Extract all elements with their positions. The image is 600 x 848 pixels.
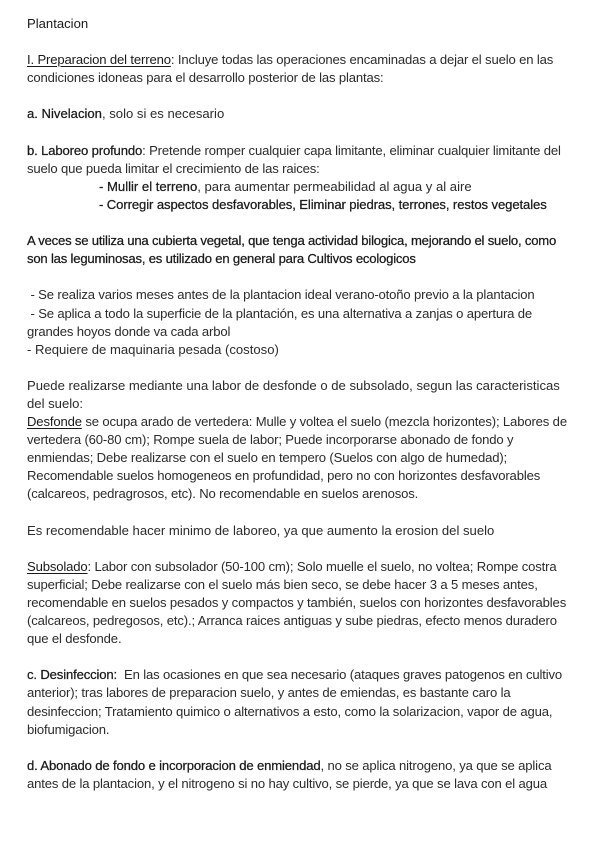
item-laboreo	[27, 142, 575, 178]
subsolado-label: Subsolado	[27, 558, 88, 574]
item-laboreo-sub-1-label: - Mullir el terreno	[99, 178, 198, 194]
item-laboreo-text: : Pretende romper cualquier capa limitante, eliminar cualquier limitante del suelo que pueda limitar el crecimiento de las raices:	[27, 142, 561, 176]
page-title: Plantacion	[27, 16, 89, 31]
desfonde-label: Desfonde	[27, 414, 82, 430]
item-laboreo-sub-1	[27, 178, 575, 196]
paragraph-subsolado	[27, 558, 575, 648]
paragraph-desfonde	[27, 413, 575, 503]
desfonde-text: se ocupa arado de vertedera: Mulle y voltea el suelo (mezcla horizontes); Labores de vertedera (60-80 cm); Rompe suela de labor; Puede incorporarse abonado de fondo y enmiendas; Debe realizarse con el suelo en tempero (Suelos con algo de humedad); Recomendable suelos homogeneos en profundidad, pero no con horizontes desfavorables (calcareos, pedragrosos, etc). No recomendable en suelos arenosos.	[27, 414, 567, 502]
item-laboreo-sub-2: - Corregir aspectos desfavorables, Eliminar piedras, terrones, restos vegetales	[99, 196, 547, 212]
section-preparacion-text: : Incluye todas las operaciones encaminadas a dejar el suelo en las condiciones idoneas para el desarrollo posterior de las plantas:	[27, 52, 554, 86]
section-preparacion	[27, 51, 575, 87]
item-abonado	[27, 757, 575, 793]
paragraph-labor-intro: Puede realizarse mediante una labor de desfonde o de subsolado, segun las caracteristicas del suelo:	[27, 377, 560, 411]
item-desinfeccion	[27, 666, 575, 738]
item-nivelacion	[27, 105, 575, 123]
item-laboreo-sub-1-text: , para aumentar permeabilidad al agua y al aire	[197, 178, 472, 194]
document-body	[27, 15, 575, 793]
item-desinfeccion-text: En las ocasiones en que sea necesario (ataques graves patogenos en cultivo anterior); tras labores de preparacion suelo, y antes de emiendas, es bastante caro la desinfeccion; Tratamiento quimico o alternativos a esto, como la solarizacion, vapor de agua, biofumigacion.	[27, 667, 566, 737]
paragraph-cubierta: A veces se utiliza una cubierta vegetal, que tenga actividad bilogica, mejorando el suelo, como son las leguminosas, es utilizado en general para Cultivos ecologicos	[27, 233, 557, 267]
bullet-item: - Requiere de maquinaria pesada (costoso)	[27, 341, 279, 357]
item-abonado-text: , no se aplica nitrogeno, ya que se aplica antes de la plantacion, y el nitrogeno si no hay cultivo, se pierde, ya que se lava con el agua	[27, 757, 552, 791]
bullet-item: - Se aplica a todo la superficie de la plantación, es una alternativa a zanjas o apertura de grandes hoyos donde va cada arbol	[27, 305, 536, 339]
section-preparacion-label: I. Preparacion del terreno	[27, 52, 171, 68]
item-nivelacion-text: , solo si es necesario	[101, 106, 225, 122]
item-desinfeccion-label: c. Desinfeccion:	[27, 667, 118, 683]
item-abonado-label: d. Abonado de fondo e incorporacion de enmiendad	[27, 757, 321, 773]
item-nivelacion-label: a. Nivelacion	[27, 106, 102, 122]
subsolado-text: : Labor con subsolador (50-100 cm); Solo muelle el suelo, no voltea; Rompe costra superficial; Debe realizarse con el suelo más bien seco, se debe hacer 3 a 5 meses antes, recomendable en suelos pesados y compactos y también, suelos con horizontes desfavorables (calcareos, pedregosos, etc).; Arranca raices antiguas y sube piedras, efecto menos duradero que el desfonde.	[27, 558, 567, 647]
item-laboreo-label: b. Laboreo profundo	[27, 142, 143, 158]
paragraph-minimo-laboreo: Es recomendable hacer minimo de laboreo, ya que aumento la erosion del suelo	[27, 522, 495, 538]
bullet-item: - Se realiza varios meses antes de la plantacion ideal verano-otoño previo a la plantacion	[27, 287, 535, 303]
